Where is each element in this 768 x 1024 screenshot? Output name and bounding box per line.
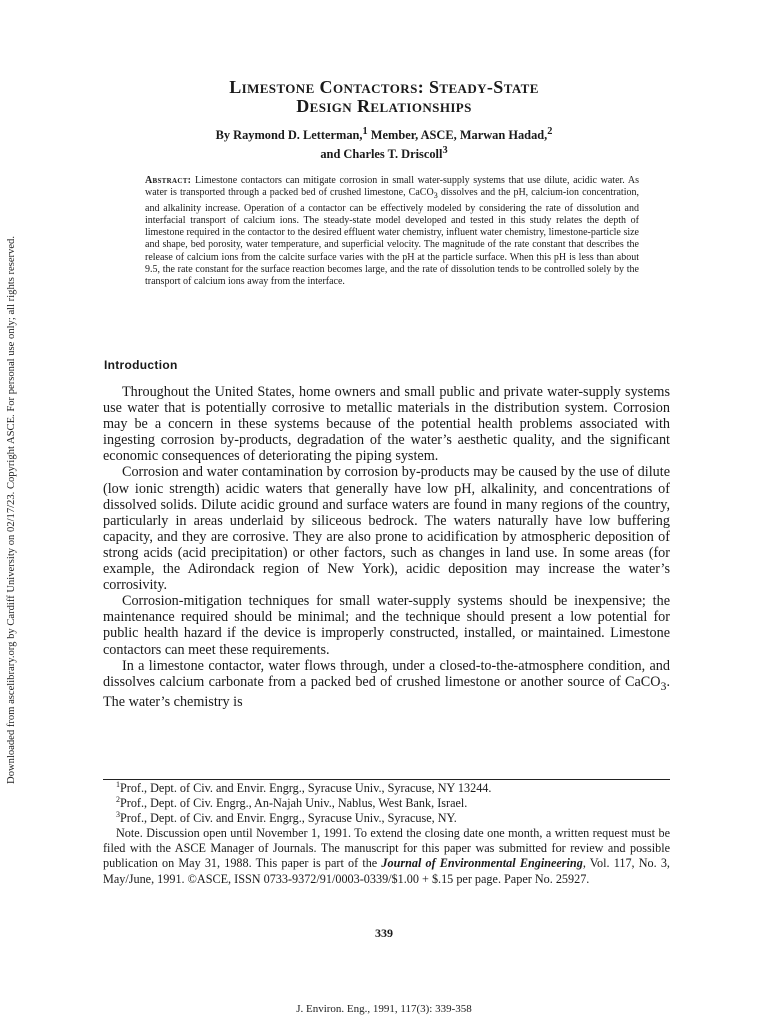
journal-name: Journal of Environmental Engineering bbox=[381, 856, 583, 871]
introduction-body bbox=[103, 384, 670, 710]
page-number: 339 bbox=[375, 926, 393, 940]
note-text-part-1: Note. Discussion open until November 1, 1991. To extend the closing date one month, a written request must be filed with the ASCE Manager of Journals. The manuscript for this paper was submitted for review and possible publication on May 31, 1988. This paper is part of the bbox=[103, 826, 670, 871]
footnote-3-text: Prof., Dept. of Civ. and Envir. Engrg., Syracuse Univ., Syracuse, NY. bbox=[120, 811, 457, 826]
download-watermark-text: Downloaded from ascelibrary.org by Cardiff University on 02/17/23. Copyright ASCE. For personal use only; all rights reserved. bbox=[5, 236, 17, 784]
abstract-subscript: 3 bbox=[433, 191, 438, 201]
title-line-1: Limestone Contactors: Steady-State bbox=[229, 77, 539, 97]
abstract bbox=[145, 175, 639, 288]
author-3-marker: 3 bbox=[442, 145, 448, 157]
footnote-1-text: Prof., Dept. of Civ. and Envir. Engrg., Syracuse Univ., Syracuse, NY 13244. bbox=[120, 781, 492, 795]
author-line-2 bbox=[110, 143, 658, 162]
footnote-2-text: Prof., Dept. of Civ. Engrg., An-Najah Univ., Nablus, West Bank, Israel. bbox=[120, 796, 468, 811]
paper-title bbox=[100, 78, 668, 116]
paragraph-4-part-1: In a limestone contactor, water flows through, under a closed-to-the-atmosphere condition, and dissolves calcium carbonate from a packed bed of crushed limestone or another source of CaCO bbox=[103, 657, 670, 690]
footnote-3-marker: 3 bbox=[116, 810, 120, 820]
author-line-1 bbox=[110, 124, 658, 143]
footnote-2-marker: 2 bbox=[116, 795, 120, 805]
author-2-marker: 2 bbox=[547, 126, 553, 137]
author-3-name: and Charles T. Driscoll bbox=[320, 147, 443, 162]
paragraph-2: Corrosion and water contamination by corrosion by-products may be caused by the use of dilute (low ionic strength) acidic waters that generally have low pH, alkalinity, and concentrations of dissolved solids. Dilute acidic ground and surface waters are found in many regions of the country, particularly in areas underlaid by siliceous bedrock. The waters naturally have low buffering capacity, and they are corrosive. They are also prone to acidification by atmospheric deposition of strong acids (acid precipitation) or other factors, such as changes in land use. In some areas (for example, the Adirondack region of New York), acidic deposition may increase the water’s corrosivity. bbox=[103, 464, 670, 594]
paragraph-1: Throughout the United States, home owners and small public and private water-supply systems use water that is potentially corrosive to metallic materials in the distribution system. Corrosion may be a concern in these systems because of the potential health problems associated with ingesting corrosion by-products, degradation of the water’s aesthetic quality, and the significant economic consequences of deteriorating the piping system. bbox=[103, 384, 670, 465]
download-watermark bbox=[3, 180, 19, 840]
note-text-part-2: , Vol. 117, No. 3, May/June, 1991. ©ASCE, ISSN 0733-9372/91/0003-0339/$1.00 + $.15 per page. Paper No. 25927. bbox=[103, 856, 670, 886]
paragraph-3: Corrosion-mitigation techniques for small water-supply systems should be inexpensive; the maintenance required should be minimal; and the technique should present a low potential for public health hazard if the device is improperly constructed, installed, or maintained. Limestone contactors can meet these requirements. bbox=[103, 593, 670, 658]
title-line-2: Design Relationships bbox=[296, 96, 472, 116]
author-byline bbox=[110, 124, 658, 162]
author-1-marker: 1 bbox=[362, 126, 368, 137]
footnote-1-marker: 1 bbox=[116, 779, 120, 789]
citation-footer: J. Environ. Eng., 1991, 117(3): 339-358 bbox=[296, 1003, 472, 1015]
abstract-text-part-2: dissolves and the pH, calcium-ion concentration, and alkalinity increase. Operation of a contactor can be effectively modeled by considering the rate of dissolution and interfacial transport of calcium ions. The steady-state model developed and tested in this study relates the depth of limestone required in the contactor to the desired effluent water chemistry, influent water chemistry, limestone-particle size and shape, bed porosity, water temperature, and superficial velocity. The magnitude of the rate constant that describes the release of calcium ions from the calcite surface varies with the pH at the particle surface. When this pH is less than about 9.5, the rate constant for the surface reaction becomes large, and the rate of dissolution tends to be controlled solely by the transport of calcium ions away from the interface. bbox=[145, 187, 639, 287]
footnote-divider bbox=[103, 779, 670, 780]
discussion-note bbox=[103, 826, 670, 886]
footnotes bbox=[103, 781, 670, 887]
author-2-name: Member, ASCE, Marwan Hadad, bbox=[367, 128, 548, 143]
paragraph-4-subscript: 3 bbox=[660, 678, 667, 693]
abstract-text-part-1: Limestone contactors can mitigate corrosion in small water-supply systems that use dilute, acidic water. As water is transported through a packed bed of crushed limestone, CaCO bbox=[145, 175, 639, 199]
footnote-3 bbox=[103, 811, 670, 826]
footnote-2 bbox=[103, 796, 670, 811]
author-1-name: By Raymond D. Letterman, bbox=[215, 128, 363, 143]
abstract-label: Abstract: bbox=[145, 175, 192, 186]
section-heading-introduction: Introduction bbox=[104, 358, 178, 372]
footnote-1 bbox=[103, 781, 670, 796]
paragraph-4-part-2: . The water’s chemistry is bbox=[103, 673, 670, 710]
paragraph-4 bbox=[103, 658, 670, 710]
